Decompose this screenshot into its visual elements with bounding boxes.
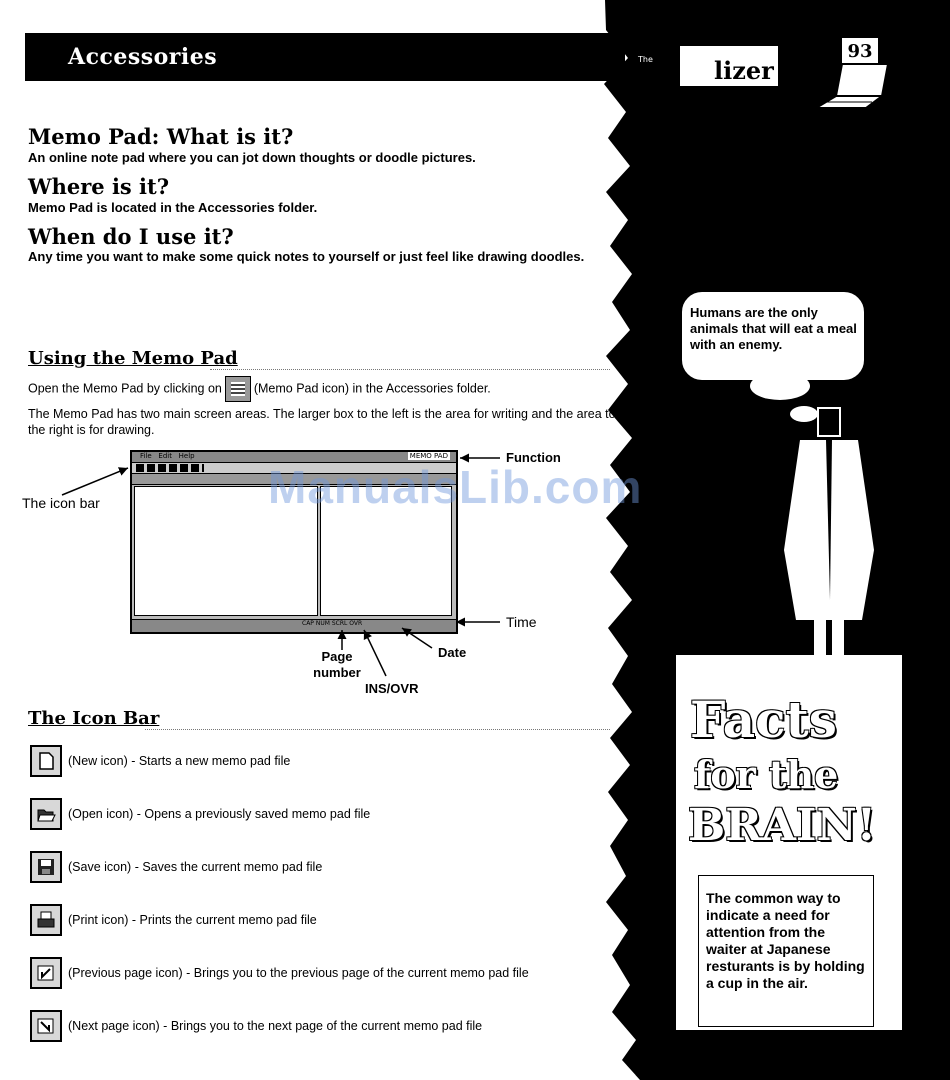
brand-prefix: The: [638, 55, 653, 64]
print-icon: [30, 904, 62, 936]
using-line-2: The Memo Pad has two main screen areas. The larger box to the left is the area for writing and the area to the right is for drawing.: [28, 407, 616, 437]
laptop-icon: [812, 62, 892, 110]
label-function: Function: [506, 450, 561, 465]
fact-text: The common way to indicate a need for attention from the waiter at Japanese resturants is by holding a cup in the air.: [706, 890, 865, 991]
print-icon-text: (Print icon) - Prints the current memo pad file: [68, 913, 317, 927]
label-ins-ovr: INS/OVR: [365, 681, 419, 696]
facts-word-3: BRAIN!: [688, 800, 877, 851]
next-page-icon: [30, 1010, 62, 1042]
heading-using-memo-pad: Using the Memo Pad: [28, 348, 238, 369]
facts-word-1: Facts: [690, 690, 837, 749]
open-icon: [30, 798, 62, 830]
heading-icon-bar: The Icon Bar: [28, 708, 160, 729]
watermark: ManualsLib.com: [268, 461, 643, 513]
using-line-1-before: Open the Memo Pad by clicking on: [28, 381, 222, 396]
heading-what-is-it: Memo Pad: What is it?: [28, 124, 294, 149]
previous-page-icon-text: (Previous page icon) - Brings you to the previous page of the current memo pad file: [68, 966, 529, 980]
save-icon-text: (Save icon) - Saves the current memo pad file: [68, 860, 323, 874]
diagram-callouts: [0, 0, 620, 720]
label-icon-bar: The icon bar: [22, 495, 100, 511]
previous-page-icon: [30, 957, 62, 989]
next-page-icon-text: (Next page icon) - Brings you to the next page of the current memo pad file: [68, 1019, 483, 1033]
text-what-is-it: An online note pad where you can jot down thoughts or doodle pictures.: [28, 150, 476, 165]
page-number: 93: [840, 36, 880, 68]
open-icon-text: (Open icon) - Opens a previously saved memo pad file: [68, 807, 371, 821]
using-line-1-after: (Memo Pad icon) in the Accessories folder.: [253, 381, 491, 396]
screenshot-status-cells: CAP NUM SCRL OVR: [302, 620, 363, 627]
text-when-use: Any time you want to make some quick notes to yourself or just feel like drawing doodles.: [28, 249, 585, 264]
screenshot-title-text: MEMO PAD: [409, 452, 448, 460]
facts-word-2: for the: [694, 752, 839, 797]
bubble-text: Humans are the only animals that will eat a meal with an enemy.: [690, 305, 857, 352]
section-title: Accessories: [68, 44, 218, 70]
label-page-number: Page number: [313, 649, 361, 680]
heading-where-is-it: Where is it?: [28, 174, 170, 199]
new-icon: [30, 745, 62, 777]
screenshot-menus: File Edit Help: [140, 452, 195, 460]
label-time: Time: [506, 614, 537, 630]
save-icon: [30, 851, 62, 883]
icon-bar-rule: [145, 729, 610, 730]
brand-name: lizer: [714, 56, 774, 85]
lab-coat-figure-illustration: [770, 400, 890, 680]
text-where-is-it: Memo Pad is located in the Accessories folder.: [28, 200, 318, 215]
heading-when-use: When do I use it?: [28, 224, 234, 249]
label-date: Date: [438, 645, 467, 660]
new-icon-text: (New icon) - Starts a new memo pad file: [68, 754, 291, 768]
